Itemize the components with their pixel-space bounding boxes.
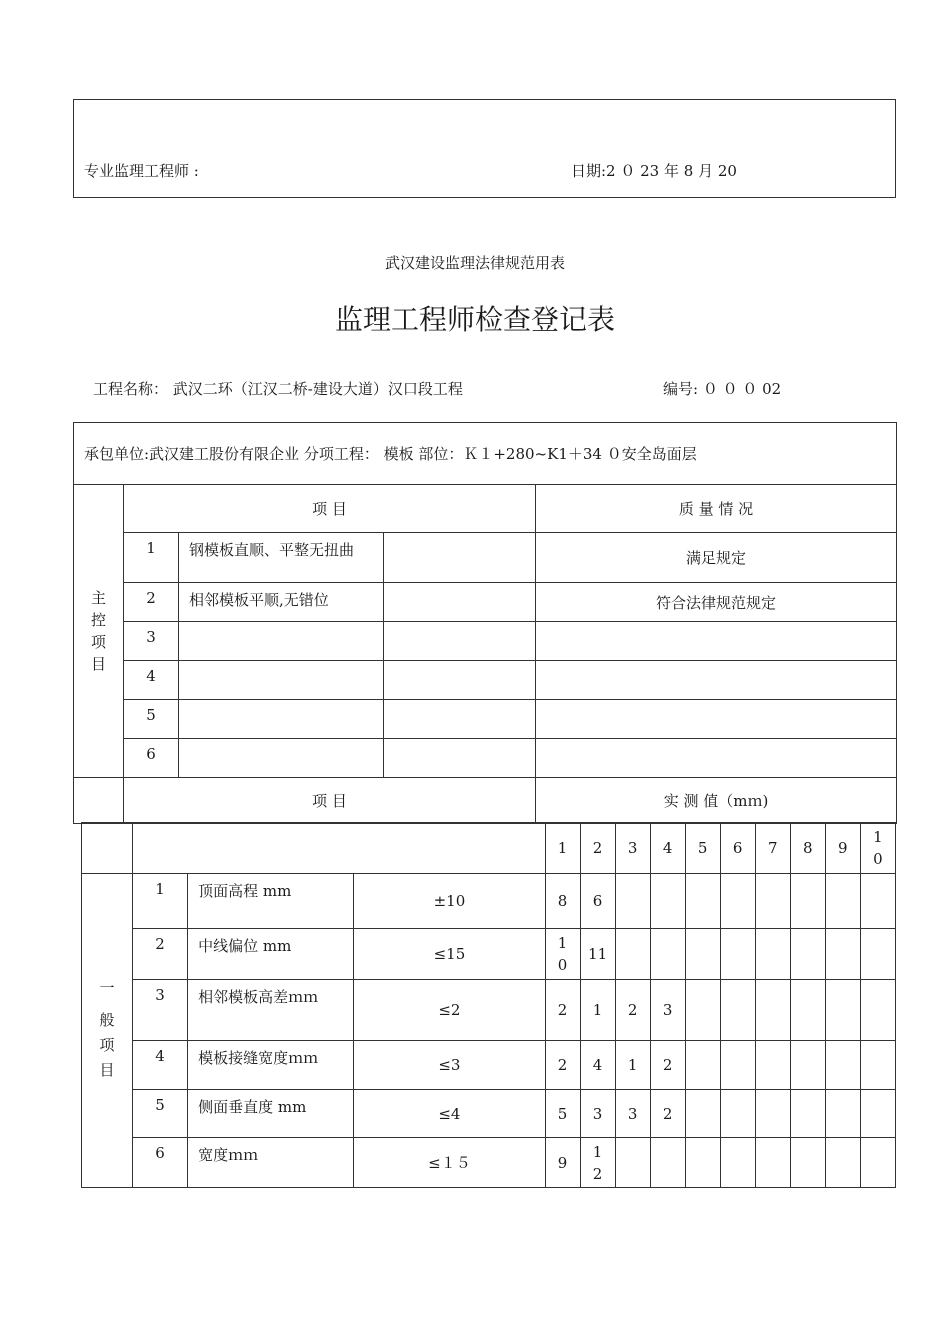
measured-value: 2 — [650, 1090, 685, 1138]
measured-value — [720, 980, 755, 1041]
measured-value — [825, 1041, 860, 1090]
measured-value — [755, 980, 790, 1041]
row-tolerance: ≤4 — [354, 1090, 545, 1138]
measured-value — [790, 1090, 825, 1138]
table-row — [82, 1138, 896, 1188]
measured-value — [825, 1090, 860, 1138]
measured-value — [685, 1090, 720, 1138]
table-row: 2 相邻模板平顺,无错位 符合法律规范规定 — [74, 583, 897, 622]
row-description: 顶面高程 mm — [188, 874, 354, 929]
measured-value — [860, 929, 895, 980]
row-tolerance: ≤2 — [354, 980, 545, 1041]
row-description: 侧面垂直度 mm — [188, 1090, 354, 1138]
measured-value — [685, 980, 720, 1041]
measured-value — [790, 980, 825, 1041]
contractor-line: 承包单位:武汉建工股份有限企业 分项工程： 模板 部位：Ｋ１+280~K1＋34 ０安全岛面层 — [74, 423, 897, 485]
measured-value — [650, 1138, 685, 1188]
measured-value: 6 — [580, 874, 615, 929]
measured-value — [685, 874, 720, 929]
main-control-label: 主 控 项 目 — [74, 485, 124, 778]
measured-value — [720, 1138, 755, 1188]
row-description: 中线偏位 mm — [188, 929, 354, 980]
measured-value: 3 — [580, 1090, 615, 1138]
measured-value — [720, 874, 755, 929]
measured-value — [755, 929, 790, 980]
measured-value: 8 — [545, 874, 580, 929]
table-row: 5 — [74, 700, 897, 739]
measured-value — [755, 874, 790, 929]
table-row — [82, 1090, 896, 1138]
measured-value — [860, 980, 895, 1041]
column-header-row: 1 2 3 4 5 6 7 8 9 1 0 — [82, 823, 896, 874]
measured-value: 11 — [580, 929, 615, 980]
measured-value — [650, 929, 685, 980]
engineer-label: 专业监理工程师 : — [84, 162, 199, 180]
table-row: 3 — [74, 622, 897, 661]
measured-value — [755, 1090, 790, 1138]
measured-value: 1 — [580, 980, 615, 1041]
measured-value: 3 — [615, 1090, 650, 1138]
row-tolerance: ≤１５ — [354, 1138, 545, 1188]
signature-box — [73, 99, 896, 198]
table-row: 1 钢模板直顺、平整无扭曲 满足规定 — [74, 533, 897, 583]
measured-value — [755, 1138, 790, 1188]
form-title: 监理工程师检查登记表 — [334, 303, 615, 336]
row-description: 模板接缝宽度ｍｍ — [188, 1041, 354, 1090]
row-number: 6 — [133, 1138, 188, 1188]
measured-value — [790, 1138, 825, 1188]
main-control-table — [73, 422, 897, 824]
measured-value: 2 — [650, 1041, 685, 1090]
project-name: 工程名称： 武汉二环（江汉二桥-建设大道）汉口段工程 — [93, 380, 463, 398]
form-subtitle: 武汉建设监理法律规范用表 — [384, 254, 565, 272]
measured-value — [720, 929, 755, 980]
measured-value — [685, 1041, 720, 1090]
general-items-label: 一 般 项 目 — [82, 874, 133, 1188]
row-number: 4 — [133, 1041, 188, 1090]
item-header: 项 目 — [124, 485, 536, 533]
measured-value — [615, 1138, 650, 1188]
measured-value — [860, 1138, 895, 1188]
measured-value: 1 2 — [580, 1138, 615, 1188]
table-row: 6 — [74, 739, 897, 778]
measured-value — [790, 929, 825, 980]
measured-value: 3 — [650, 980, 685, 1041]
row-tolerance: ±10 — [354, 874, 545, 929]
column-10-header: 1 0 — [860, 823, 895, 874]
row-tolerance: ≤15 — [354, 929, 545, 980]
measured-value — [615, 874, 650, 929]
row-description: 宽度ｍｍ — [188, 1138, 354, 1188]
table-row — [82, 1041, 896, 1090]
measured-value: 2 — [545, 980, 580, 1041]
measured-value: 1 — [615, 1041, 650, 1090]
item-header-2: 项 目 — [124, 778, 536, 824]
form-number: 编号: ０ ０ ０ 02 — [663, 380, 782, 398]
table-row — [82, 874, 896, 929]
measured-value — [825, 1138, 860, 1188]
measured-value — [685, 1138, 720, 1188]
measured-value: 4 — [580, 1041, 615, 1090]
row-number: 5 — [133, 1090, 188, 1138]
row-number: 2 — [133, 929, 188, 980]
measured-value — [825, 874, 860, 929]
table-row — [82, 980, 896, 1041]
measured-value — [685, 929, 720, 980]
date-label: 日期:2 ０ 23 年 8 月 20 — [571, 162, 737, 180]
measured-header: 实 测 值（mｍ) — [536, 778, 897, 824]
quality-header: 质 量 情 况 — [536, 485, 897, 533]
table-row — [82, 929, 896, 980]
measured-value — [860, 874, 895, 929]
row-tolerance: ≤3 — [354, 1041, 545, 1090]
measured-value — [860, 1041, 895, 1090]
measured-value — [615, 929, 650, 980]
measured-value: 2 — [615, 980, 650, 1041]
row-number: 3 — [133, 980, 188, 1041]
measured-value: 1 0 — [545, 929, 580, 980]
measured-value — [720, 1090, 755, 1138]
measured-value — [650, 874, 685, 929]
measured-value — [720, 1041, 755, 1090]
measured-value: 9 — [545, 1138, 580, 1188]
row-description: 相邻模板高差ｍｍ — [188, 980, 354, 1041]
measured-value — [825, 980, 860, 1041]
row-number: 1 — [133, 874, 188, 929]
measured-value — [860, 1090, 895, 1138]
measured-value — [825, 929, 860, 980]
general-items-table — [81, 822, 896, 1188]
measured-value — [755, 1041, 790, 1090]
measured-value: 2 — [545, 1041, 580, 1090]
measured-value — [790, 1041, 825, 1090]
table-row: 4 — [74, 661, 897, 700]
measured-value: 5 — [545, 1090, 580, 1138]
measured-value — [790, 874, 825, 929]
